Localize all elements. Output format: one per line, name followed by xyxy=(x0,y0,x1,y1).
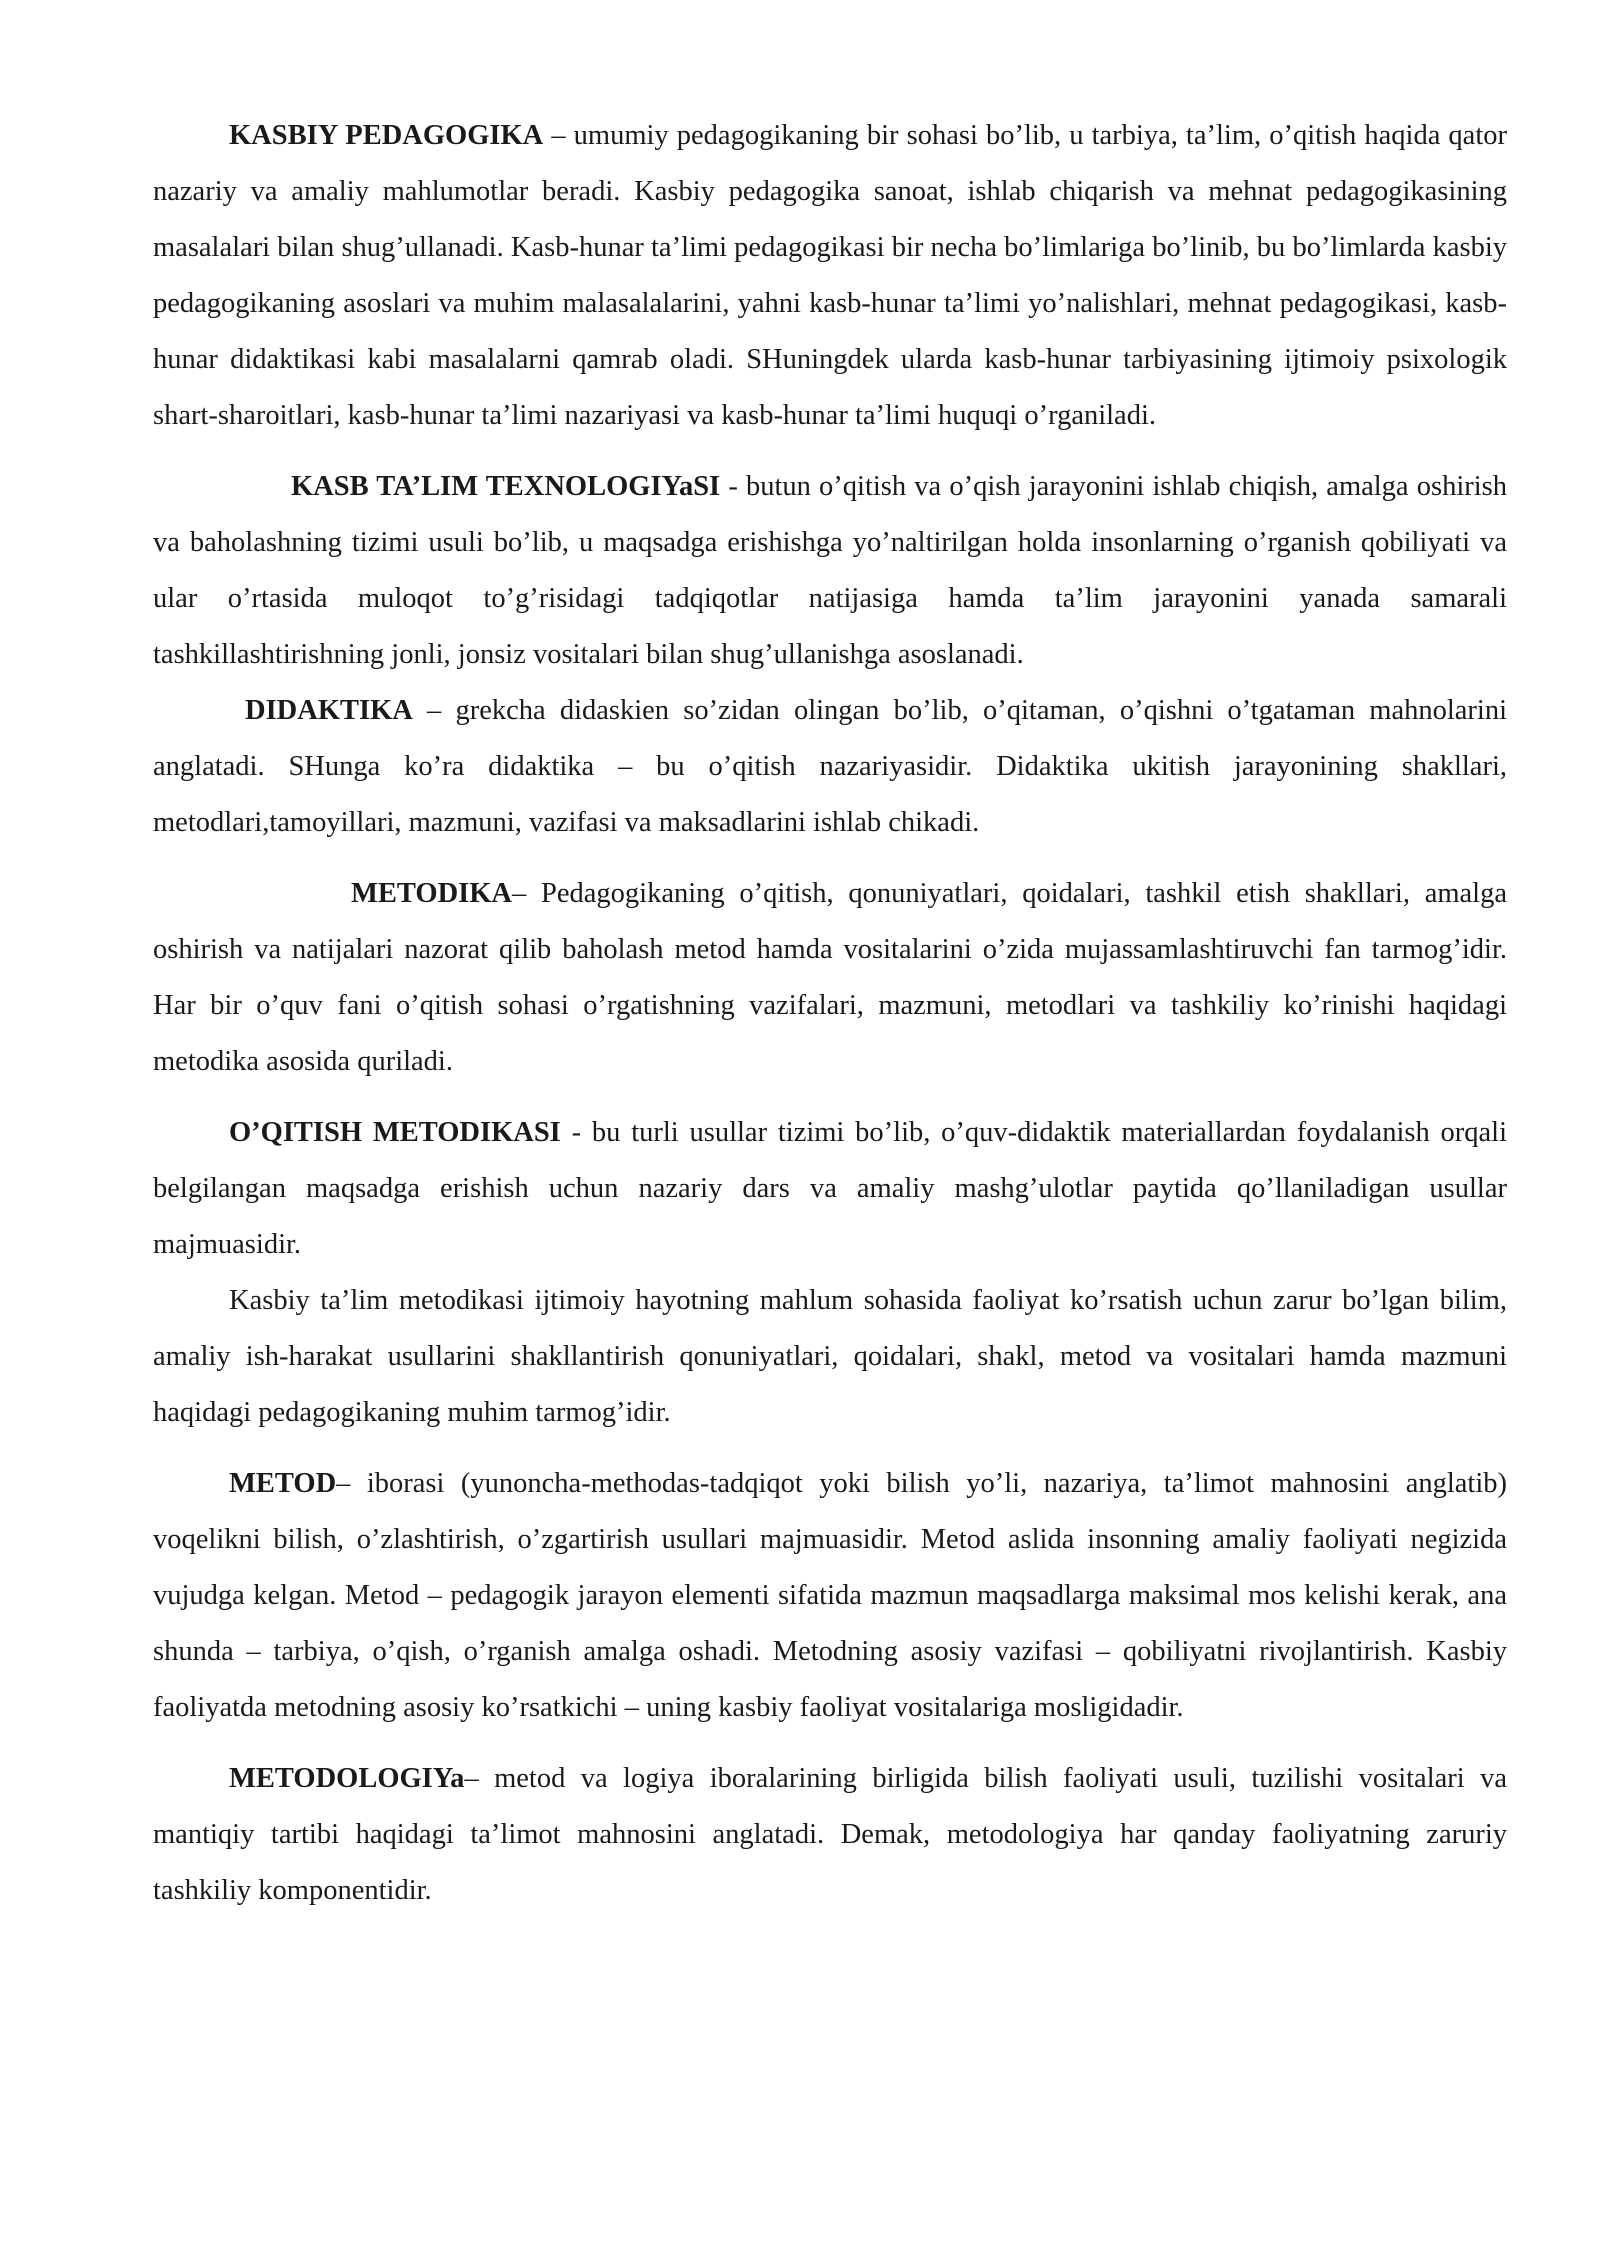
paragraph-kasb-talim-texnologiyasi xyxy=(153,459,1507,683)
paragraph-oqitish-metodikasi xyxy=(153,1105,1507,1273)
definition-kasbiy-pedagogika: – umumiy pedagogikaning bir sohasi bo’lib, u tarbiya, ta’lim, o’qitish haqida qator nazariy va amaliy mahlumotlar beradi. Kasbiy pedagogika sanoat, ishlab chiqarish va mehnat pedagogikasining masalalari bilan shug’ullanadi. Kasb-hunar ta’limi pedagogikasi bir necha bo’limlariga bo’linib, bu bo’limlarda kasbiy pedagogikaning asoslari va muhim malasalalarini, yahni kasb-hunar ta’limi yo’nalishlari, mehnat pedagogikasi, kasb-hunar didaktikasi kabi masalalarni qamrab oladi. SHuningdek ularda kasb-hunar tarbiyasining ijtimoiy psixologik shart-sharoitlari, kasb-hunar ta’limi nazariyasi va kasb-hunar ta’limi huquqi o’rganiladi. xyxy=(153,120,1507,431)
definition-metodika: – Pedagogikaning o’qitish, qonuniyatlari, qoidalari, tashkil etish shakllari, amalga oshirish va natijalari nazorat qilib baholash metod hamda vositalarini o’zida mujassamlashtiruvchi fan tarmog’idir. Har bir o’quv fani o’qitish sohasi o’rgatishning vazifalari, mazmuni, metodlari va tashkiliy ko’rinishi haqidagi metodika asosida quriladi. xyxy=(153,878,1507,1077)
term-kasbiy-pedagogika: KASBIY PEDAGOGIKA xyxy=(229,120,544,151)
paragraph-kasbiy-talim-metodikasi xyxy=(153,1273,1507,1441)
definition-oqitish-metodikasi: - bu turli usullar tizimi bo’lib, o’quv-didaktik materiallardan foydalanish orqali belgilangan maqsadga erishish uchun nazariy dars va amaliy mashg’ulotlar paytida qo’llaniladigan usullar majmuasidir. xyxy=(153,1117,1507,1260)
paragraph-metod xyxy=(153,1456,1507,1736)
paragraph-kasbiy-pedagogika xyxy=(153,108,1507,444)
paragraph-metodika xyxy=(153,866,1507,1090)
definition-kasb-talim-texnologiyasi: - butun o’qitish va o’qish jarayonini ishlab chiqish, amalga oshirish va baholashning tizimi usuli bo’lib, u maqsadga erishishga yo’naltirilgan holda insonlarning o’rganish qobiliyati va ular o’rtasida muloqot to’g’risidagi tadqiqotlar natijasiga hamda ta’lim jarayonini yanada samarali tashkillashtirishning jonli, jonsiz vositalari bilan shug’ullanishga asoslanadi. xyxy=(153,471,1507,670)
paragraph-metodologiya xyxy=(153,1751,1507,1919)
definition-metodologiya: – metod va logiya iboralarining birligida bilish faoliyati usuli, tuzilishi vositalari va mantiqiy tartibi haqidagi ta’limot mahnosini anglatadi. Demak, metodologiya har qanday faoliyatning zaruriy tashkiliy komponentidir. xyxy=(153,1763,1507,1906)
term-metod: METOD xyxy=(229,1468,337,1499)
term-metodika: METODIKA xyxy=(351,878,512,909)
term-didaktika: DIDAKTIKA xyxy=(245,695,413,726)
definition-didaktika: – grekcha didaskien so’zidan olingan bo’lib, o’qitaman, o’qishni o’tgataman mahnolarini anglatadi. SHunga ko’ra didaktika – bu o’qitish nazariyasidir. Didaktika ukitish jarayonining shakllari, metodlari,tamoyillari, mazmuni, vazifasi va maksadlarini ishlab chikadi. xyxy=(153,695,1507,838)
term-metodologiya: METODOLOGIYa xyxy=(229,1763,465,1794)
term-kasb-talim-texnologiyasi: KASB TA’LIM TEXNOLOGIYaSI xyxy=(291,471,721,502)
definition-metod: – iborasi (yunoncha-methodas-tadqiqot yoki bilish yo’li, nazariya, ta’limot mahnosini anglatib) voqelikni bilish, o’zlashtirish, o’zgartirish usullari majmuasidir. Metod aslida insonning amaliy faoliyati negizida vujudga kelgan. Metod – pedagogik jarayon elementi sifatida mazmun maqsadlarga maksimal mos kelishi kerak, ana shunda – tarbiya, o’qish, o’rganish amalga oshadi. Metodning asosiy vazifasi – qobiliyatni rivojlantirish. Kasbiy faoliyatda metodning asosiy ko’rsatkichi – uning kasbiy faoliyat vositalariga mosligidadir. xyxy=(153,1468,1507,1723)
document-page xyxy=(153,108,1507,1919)
paragraph-didaktika xyxy=(153,683,1507,851)
text-kasbiy-talim-metodikasi: Kasbiy ta’lim metodikasi ijtimoiy hayotning mahlum sohasida faoliyat ko’rsatish uchun zarur bo’lgan bilim, amaliy ish-harakat usullarini shakllantirish qonuniyatlari, qoidalari, shakl, metod va vositalari hamda mazmuni haqidagi pedagogikaning muhim tarmog’idir. xyxy=(153,1285,1507,1428)
term-oqitish-metodikasi: O’QITISH METODIKASI xyxy=(229,1117,561,1148)
